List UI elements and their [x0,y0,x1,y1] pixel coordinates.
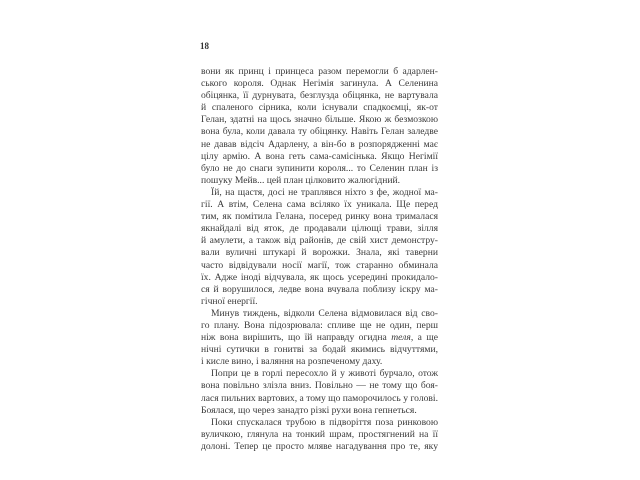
text-line: Їй, на щастя, досі не траплявся ніхто з фе, жодної ма- [211,186,438,198]
text-line: ся й ворушилося, ледве вона вчувала поблизу іскру ма- [201,283,438,295]
text-span: , а ще [410,332,438,344]
page-number: 18 [200,41,209,51]
text-line: долоні. Тепер це просто мляве нагадування про те, яку [201,440,438,452]
text-line: не давав відсіч Адарлену, а він-бо в розпорядженні має [201,138,438,150]
text-line: й спаленого сірника, коли існували спадкоємці, як-от [201,102,438,114]
text-line: й амулети, а також від районів, де свій хист демонстру- [201,235,438,247]
text-line: гічної енергії. [201,295,258,307]
text-line: Попри це в горлі пересохло й у животі бурчало, отож [211,368,438,380]
text-span: ніж вона вирішить, що їй направду огидна [201,332,392,344]
text-line: гії. А втім, Селена сама всіляко їх уникала. Ще перед [201,199,438,211]
text-line: цілу армію. А вона геть сама-самісінька. Якщо Негімії [201,150,438,162]
text-line: і кисле вино, і валяння на розпеченому даху. [201,356,383,368]
text-line: Гелан, здатні на щось значно більше. Якою ж безмозкою [201,114,438,126]
text-line: пошуку Мейв... цей план цілковито жалюгідний. [201,174,401,186]
text-line: го плану. Вона підозрювала: спливе ще не один, перш [201,319,438,331]
text-line: вали вуличні штукарі й ворожки. Знала, які таверни [201,247,438,259]
text-line: їх. Адже іноді відчувала, як щось усередині прокидало- [201,271,438,283]
text-line: Поки спускалася трубою в підворіття поза ринковою [211,416,438,428]
text-line: нічні сутички в гонитві за бодай якимись відчуттями, [201,344,438,356]
text-line: вона повільно злізла вниз. Повільно — не тому що боя- [201,380,438,392]
text-line: лася пильних вартових, а тому що паморочилось у голові. [201,392,438,404]
text-line: обіцянка, її дурнувата, безглузда обіцянка, не вартувала [201,90,438,102]
text-line: часто відвідували носії магії, тож старанно обминала [201,259,438,271]
text-line: Минув тиждень, відколи Селена відмовилася від сво- [211,307,438,319]
text-line: ського короля. Однак Негімія загинула. А Селенина [201,78,438,90]
text-line: вона була, коли давала ту обіцянку. Навіть Гелан заледве [201,126,438,138]
body-text [201,66,438,453]
text-line: якнайдалі від яток, де продавали цілющі трави, зілля [201,223,438,235]
text-line: вуличкою, глянула на тонкий шрам, простягнений на її [201,428,438,440]
text-line [201,332,438,344]
text-line: тим, як помітила Гелана, посеред ринку вона трималася [201,211,438,223]
text-line: Боялася, що через занадто різкі рухи вона гепнеться. [201,404,417,416]
text-line: вони як принц і принцеса разом перемогли б адарлен- [201,66,438,77]
text-line: було не до снаги зупинити короля... то Селенин план із [201,162,438,174]
text-span: теля [391,332,411,344]
